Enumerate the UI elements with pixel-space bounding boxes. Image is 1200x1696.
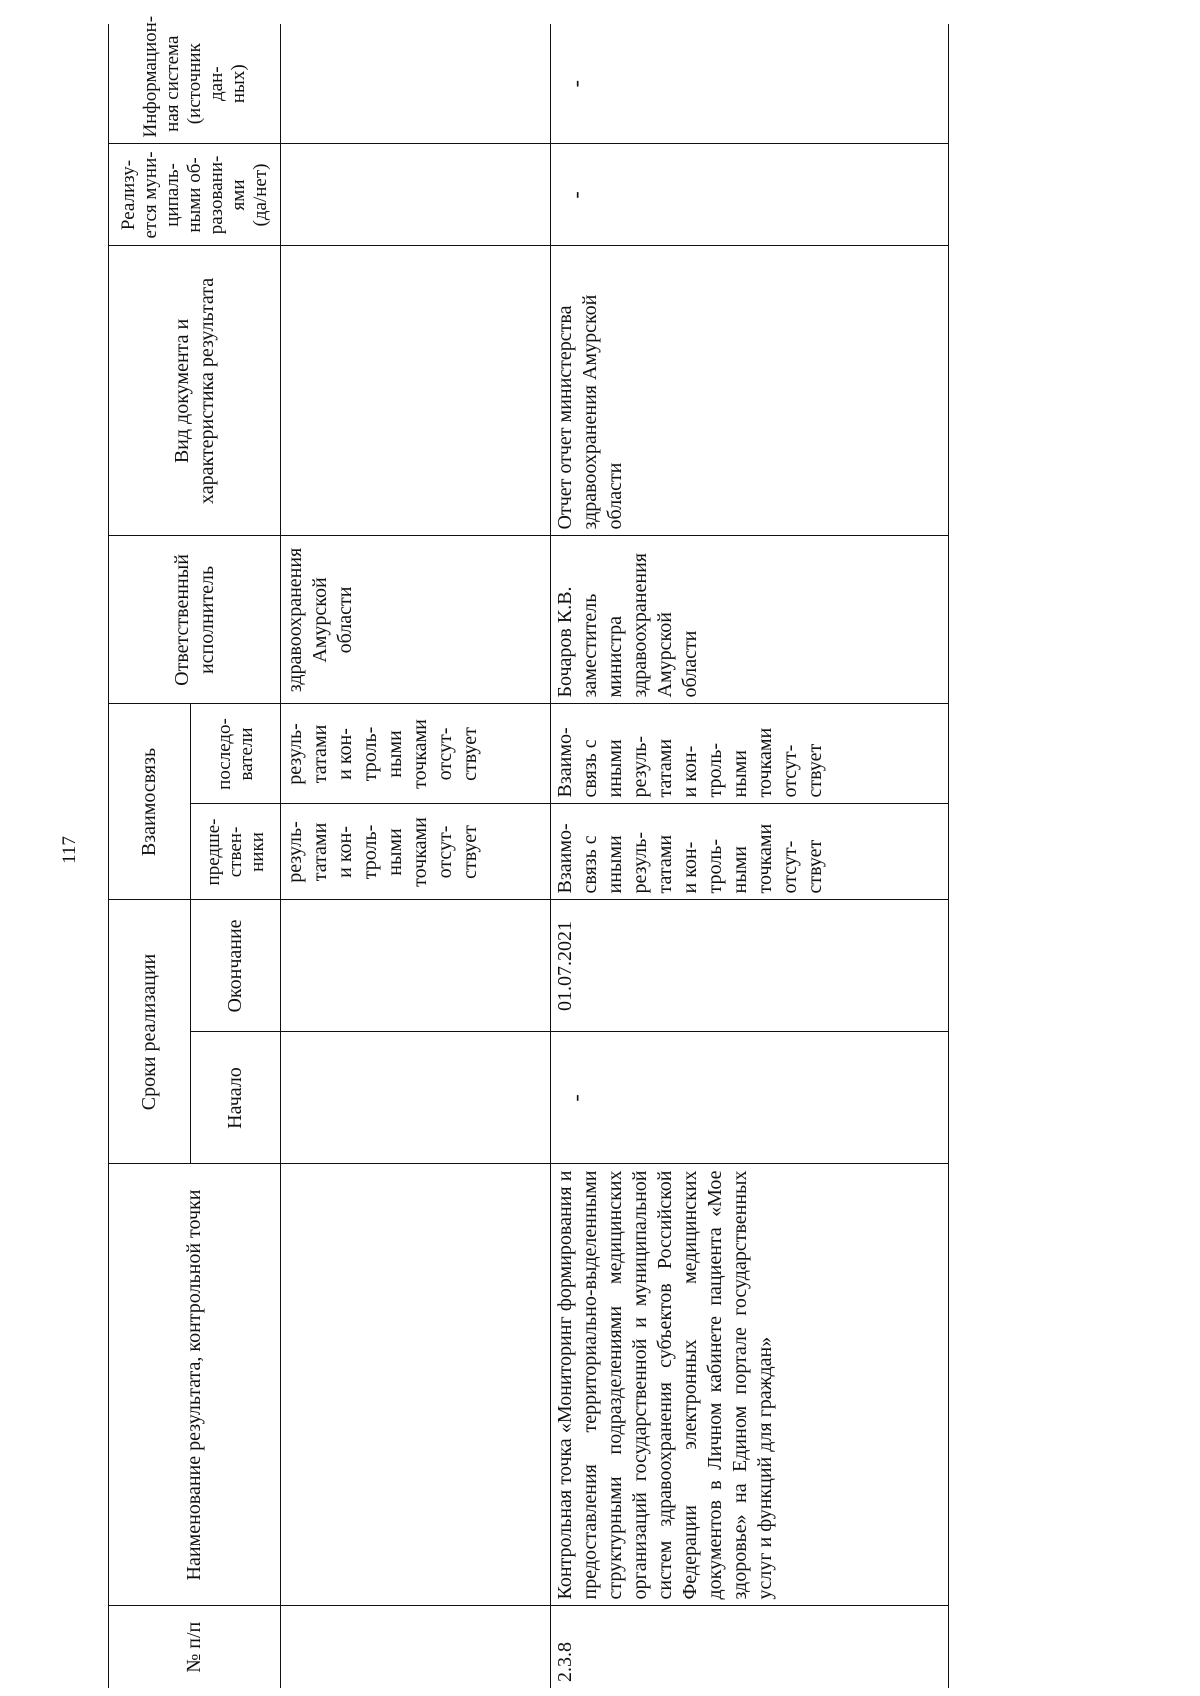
header-relation: Взаимосвязь — [109, 704, 191, 900]
header-municipal: Реализу- ется муни- ципаль- ными об- разовани- ями (да/нет) — [109, 144, 281, 246]
header-start: Начало — [191, 1032, 281, 1164]
header-responsible: Ответственный исполнитель — [109, 536, 281, 704]
header-predecessors: предше- ствен- ники — [191, 804, 281, 900]
cell-end: 01.07.2021 — [551, 900, 949, 1032]
header-info-system: Информацион- ная система (источник дан- ных) — [109, 24, 281, 144]
cell-responsible: здравоохранения Амурской области — [281, 536, 551, 704]
cell-responsible: Бочаров К.В. заместитель министра здравоохранения Амурской области — [551, 536, 949, 704]
header-doc-type: Вид документа и характеристика результата — [109, 246, 281, 536]
table-row — [281, 24, 551, 1688]
cell-end — [281, 900, 551, 1032]
cell-start: - — [551, 1032, 949, 1164]
cell-start — [281, 1032, 551, 1164]
cell-successors: Взаимо- связь с иными резуль- татами и кон- троль- ными точками отсут- ствует — [551, 704, 949, 804]
header-name: Наименование результата, контрольной точки — [109, 1164, 281, 1606]
rotated-table-container — [108, 15, 1068, 1688]
header-num: № п/п — [109, 1606, 281, 1688]
page-number: 117 — [59, 836, 80, 864]
cell-municipal — [281, 144, 551, 246]
cell-doc-type — [281, 246, 551, 536]
control-points-table — [108, 15, 949, 1688]
header-end: Окончание — [191, 900, 281, 1032]
cell-doc-type: Отчет отчет министерства здравоохранения Амурской области — [551, 246, 949, 536]
cell-predecessors: Взаимо- связь с иными резуль- татами и кон- троль- ными точками отсут- ствует — [551, 804, 949, 900]
cell-num — [281, 1606, 551, 1688]
table-row — [551, 24, 949, 1688]
cell-num: 2.3.8 — [551, 1606, 949, 1688]
cell-successors: резуль- татами и кон- троль- ными точками отсут- ствует — [281, 704, 551, 804]
cell-predecessors: резуль- татами и кон- троль- ными точками отсут- ствует — [281, 804, 551, 900]
cell-municipal: - — [551, 144, 949, 246]
header-terms: Сроки реализации — [109, 900, 191, 1164]
cell-info-system — [281, 24, 551, 144]
cell-info-system: - — [551, 24, 949, 144]
cell-name — [281, 1164, 551, 1606]
cell-name: Контрольная точка «Мониторинг формирования и предоставления территориально-выделенными структурными подразделениями медицинских организаций государственной и муниципальной систем здравоохранения субъектов Российской Федерации электронных медицинских документов в Личном кабинете пациента «Мое здоровье» на Едином портале государственных услуг и функций для граждан» — [551, 1164, 949, 1606]
header-successors: последо- ватели — [191, 704, 281, 804]
